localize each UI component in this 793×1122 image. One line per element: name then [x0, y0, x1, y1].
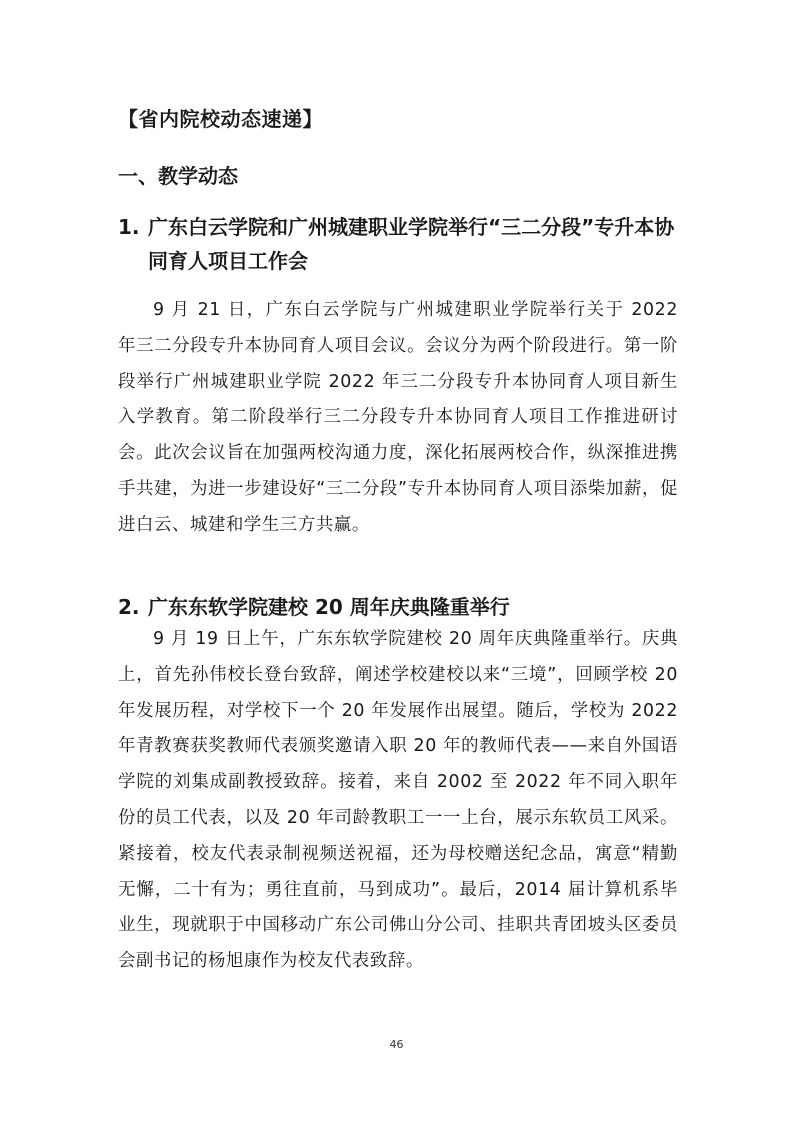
article-heading [118, 590, 688, 624]
chapter-title: 一、教学动态 [118, 164, 238, 188]
page-number: 46 [389, 1038, 404, 1051]
article-number: 2. [118, 595, 140, 619]
article-title: 广东东软学院建校 20 周年庆典隆重举行 [148, 595, 510, 619]
article-number: 1. [118, 215, 140, 239]
article-body: 9 月 21 日，广东白云学院与广州城建职业学院举行关于 2022 年三二分段专升本协同育人项目会议。会议分为两个阶段进行。第一阶段举行广州城建职业学院 2022 年三二分段专升本协同育人项目新生入学教育。第二阶段举行三二分段专升本协同育人项目工作推进研讨会。此次会议旨在加强两校沟通力度，深化拓展两校合作，纵深推进携手共建，为进一步建设好“三二分段”专升本协同育人项目添柴加薪，促进白云、城建和学生三方共赢。 [118, 300, 678, 535]
article-body: 9 月 19 日上午，广东东软学院建校 20 周年庆典隆重举行。庆典上，首先孙伟校长登台致辞，阐述学校建校以来“三境”，回顾学校 20 年发展历程，对学校下一个 20 年发展作出展望。随后，学校为 2022 年青教赛获奖教师代表颁奖邀请入职 20 年的教师代表——来自外国语学院的刘集成副教授致辞。接着，来自 2002 至 2022 年不同入职年份的员工代表，以及 20 年司龄教职工一一上台，展示东软员工风采。紧接着，校友代表录制视频送祝福，还为母校赠送纪念品，寓意“精勤无懈，二十有为；勇往直前，马到成功”。最后，2014 届计算机系毕业生，现就职于中国移动广东公司佛山分公司、挂职共青团坡头区委员会副书记的杨旭康作为校友代表致辞。 [118, 629, 678, 972]
article-heading [118, 210, 688, 278]
article-title: 广东白云学院和广州城建职业学院举行“三二分段”专升本协同育人项目工作会 [148, 215, 675, 273]
section-title: 【省内院校动态速递】 [118, 107, 323, 131]
